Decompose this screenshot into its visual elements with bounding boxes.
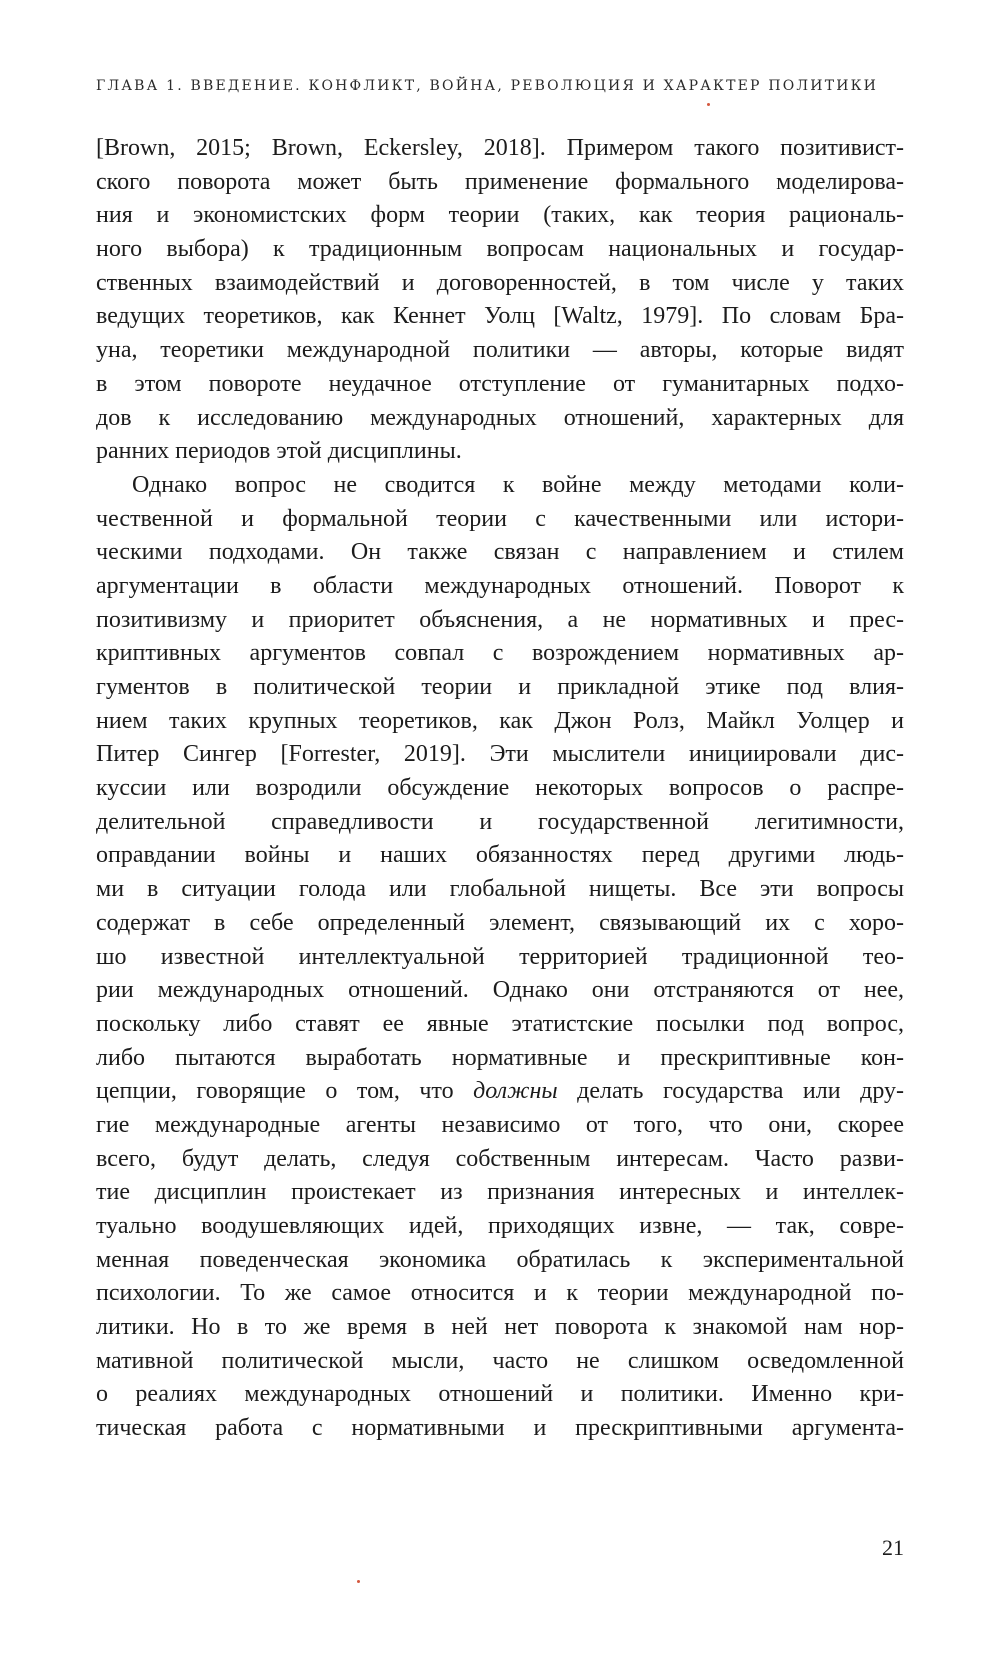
text-line: делительной справедливости и государственной легитимности, — [96, 808, 904, 835]
text-line: [Brown, 2015; Brown, Eckersley, 2018]. Примером такого позитивист- — [96, 135, 904, 161]
text-line: о реалиях международных отношений и политики. Именно кри- — [96, 1381, 904, 1408]
line-segment: делать государства или дру- — [557, 1078, 904, 1105]
text-line: гие международные агенты независимо от того, что они, скорее — [96, 1111, 904, 1138]
text-line: ственных взаимодействий и договоренностей, в том числе у таких — [96, 269, 904, 296]
text-line: оправдании войны и наших обязанностях перед другими людь- — [96, 842, 904, 869]
text-line: ведущих теоретиков, как Кеннет Уолц [Waltz, 1979]. По словам Бра- — [96, 303, 904, 330]
text-line: уна, теоретики международной политики — авторы, которые видят — [96, 337, 904, 364]
text-line: мативной политической мысли, часто не слишком осведомленной — [96, 1347, 904, 1374]
running-head: ГЛАВА 1. ВВЕДЕНИЕ. КОНФЛИКТ, ВОЙНА, РЕВОЛЮЦИЯ И ХАРАКТЕР ПОЛИТИКИ — [96, 78, 879, 94]
text-line: позитивизму и приоритет объяснения, а не нормативных и прес- — [96, 606, 904, 633]
emphasis-word: должны — [473, 1078, 558, 1105]
print-speck — [707, 103, 710, 106]
text-line: дов к исследованию международных отношений, характерных для — [96, 404, 904, 431]
text-line: тие дисциплин проистекает из признания интересных и интеллек- — [96, 1179, 904, 1206]
text-line: тическая работа с нормативными и прескриптивными аргумента- — [96, 1415, 904, 1442]
text-line: менная поведенческая экономика обратилась к экспериментальной — [96, 1246, 904, 1273]
text-line: содержат в себе определенный элемент, связывающий их с хоро- — [96, 909, 904, 936]
text-line: нием таких крупных теоретиков, как Джон Ролз, Майкл Уолцер и — [96, 707, 904, 734]
text-line: чественной и формальной теории с качественными или истори- — [96, 505, 904, 532]
text-line: гументов в политической теории и прикладной этике под влия- — [96, 674, 904, 700]
text-line: ми в ситуации голода или глобальной нищеты. Все эти вопросы — [96, 876, 904, 903]
text-line: психологии. То же самое относится и к теории международной по- — [96, 1280, 904, 1307]
text-line: Однако вопрос не сводится к войне между методами коли- — [132, 471, 904, 498]
text-line: шо известной интеллектуальной территорией традиционной тео- — [96, 943, 904, 970]
text-line: ного выбора) к традиционным вопросам национальных и государ- — [96, 236, 904, 263]
text-line: Питер Сингер [Forrester, 2019]. Эти мыслители инициировали дис- — [96, 741, 904, 768]
text-line: криптивных аргументов совпал с возрождением нормативных ар- — [96, 640, 904, 667]
text-line: всего, будут делать, следуя собственным интересам. Часто разви- — [96, 1145, 904, 1172]
text-line: литики. Но в то же время в ней нет поворота к знакомой нам нор- — [96, 1314, 904, 1341]
line-segment: цепции, говорящие о том, что — [96, 1078, 474, 1105]
text-line: ского поворота может быть применение формального моделирова- — [96, 168, 904, 195]
text-line: либо пытаются выработать нормативные и прескриптивные кон- — [96, 1044, 904, 1071]
text-line: туально воодушевляющих идей, приходящих извне, — так, совре- — [96, 1213, 904, 1239]
body-text — [96, 132, 904, 1446]
text-line: аргументации в области международных отношений. Поворот к — [96, 572, 904, 599]
paragraph-2 — [96, 469, 904, 1446]
text-line: ранних периодов этой дисциплины. — [96, 438, 462, 465]
text-line: ческими подходами. Он также связан с направлением и стилем — [96, 539, 904, 566]
print-speck — [357, 1580, 360, 1583]
text-line: поскольку либо ставят ее явные этатистские посылки под вопрос, — [96, 1010, 904, 1037]
paragraph-1 — [96, 132, 904, 469]
text-line: в этом повороте неудачное отступление от гуманитарных подхо- — [96, 370, 904, 397]
text-line: рии международных отношений. Однако они отстраняются от нее, — [96, 977, 904, 1004]
text-line-with-emphasis — [96, 1075, 904, 1109]
page-number: 21 — [882, 1535, 904, 1560]
text-line: ния и экономистских форм теории (таких, как теория рациональ- — [96, 202, 904, 229]
text-line: куссии или возродили обсуждение некоторых вопросов о распре- — [96, 775, 904, 802]
